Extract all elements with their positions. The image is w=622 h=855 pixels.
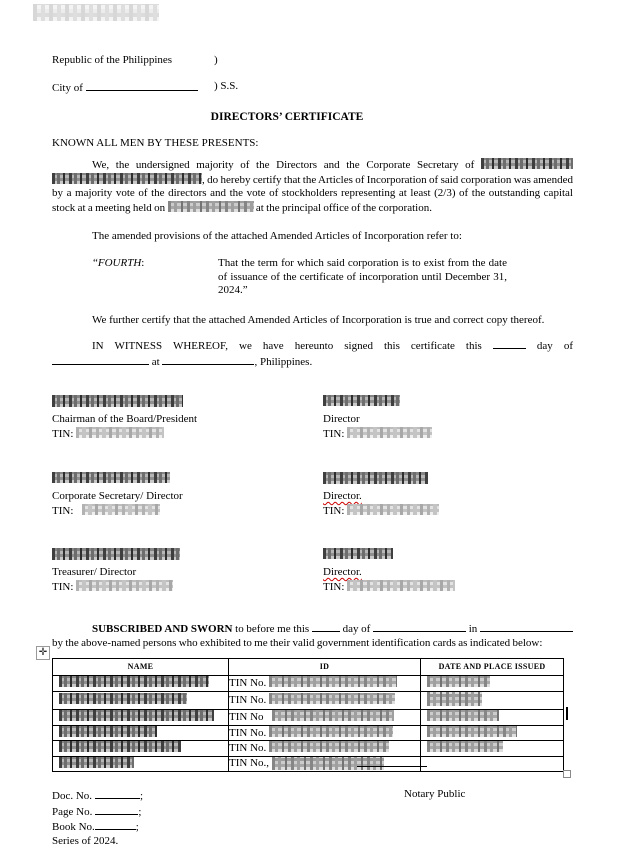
paren-mark: ): [214, 54, 218, 66]
witness-clause: [52, 338, 573, 369]
column-header-name: NAME: [53, 659, 229, 676]
date-redaction: [427, 741, 503, 752]
amended-provisions-intro: The amended provisions of the attached Amended Articles of Incorporation refer to:: [92, 230, 462, 242]
signature-block-3: [52, 472, 183, 518]
sworn-text-2: day of: [342, 623, 371, 635]
certify-text-3: at the principal office of the corporation.: [255, 201, 432, 214]
witness-text-4: , Philippines.: [254, 355, 313, 368]
signature-block-1: [52, 395, 197, 441]
signatory-title: Chairman of the Board/President: [52, 413, 198, 425]
sworn-text-3: in: [468, 623, 478, 635]
id-prefix: TIN No.,: [229, 757, 270, 769]
date-redaction: [427, 676, 490, 687]
city-blank: [86, 80, 198, 91]
salutation: KNOWN ALL MEN BY THESE PRESENTS:: [52, 137, 259, 149]
document-title: DIRECTORS’ CERTIFICATE: [210, 111, 364, 123]
tin-label: TIN:: [323, 427, 345, 440]
signatory-title-misspelled: Director.: [323, 566, 362, 578]
id-prefix: TIN No.: [229, 677, 267, 689]
signature-block-2: [323, 395, 432, 441]
republic-line: [52, 54, 372, 68]
cell-blank-line: [357, 766, 427, 767]
table-row: [53, 741, 564, 757]
tin-redaction: [347, 504, 439, 515]
table-row: [53, 756, 564, 772]
doc-no-line: Doc. No. ;: [52, 790, 144, 802]
sworn-day-blank: [312, 621, 340, 632]
corporation-name-redaction-1: [481, 158, 573, 169]
table-resize-handle[interactable]: [563, 770, 571, 778]
date-redaction: [427, 692, 482, 706]
signatory-title: Director: [323, 413, 360, 425]
tin-label: TIN:: [323, 580, 345, 593]
witness-text-3: at: [151, 355, 160, 368]
date-redaction: [427, 726, 517, 737]
book-no-line: Book No. ;: [52, 821, 139, 833]
table-row: [53, 710, 564, 726]
signature-block-4: [323, 472, 439, 518]
certification-paragraph: [52, 158, 573, 215]
id-prefix: TIN No: [229, 711, 264, 723]
name-redaction: [59, 757, 134, 768]
id-number-redaction: [272, 757, 384, 770]
corporation-name-redaction-2: [52, 173, 202, 184]
table-row: [53, 691, 564, 710]
table-move-icon: ✛: [38, 647, 48, 658]
text-cursor: [566, 707, 568, 720]
meeting-date-redaction: [168, 201, 254, 212]
tin-label: TIN:: [52, 580, 74, 593]
signatory-title: Corporate Secretary/ Director: [52, 490, 183, 502]
id-number-redaction: [269, 676, 397, 687]
venue-block: [52, 54, 372, 95]
notarial-block: [52, 788, 143, 848]
fourth-label: “FOURTH:: [93, 257, 145, 269]
table-move-handle[interactable]: [36, 646, 50, 660]
witness-text-2: day of: [536, 340, 574, 352]
further-certification: We further certify that the attached Amended Articles of Incorporation is true and correct copy thereof.: [92, 314, 545, 326]
id-prefix: TIN No.: [229, 694, 267, 706]
series-line: Series of 2024.: [52, 834, 119, 847]
fourth-text: That the term for which said corporation is to exist from the date of issuance of the certificate of incorporation until December 31, 2024.”: [218, 257, 507, 296]
table-row: [53, 725, 564, 741]
sworn-text-4: by the above-named persons who exhibited to me their valid government identification cards as indicated below:: [52, 636, 543, 649]
name-redaction: [59, 726, 157, 737]
name-redaction: [59, 676, 209, 687]
signatory-name-redaction: [323, 548, 393, 559]
id-prefix: TIN No.: [229, 742, 267, 754]
id-number-redaction: [269, 741, 389, 752]
id-number-redaction: [272, 710, 394, 721]
signature-block-6: [323, 548, 455, 594]
notary-public-label: Notary Public: [404, 788, 466, 800]
signatory-name-redaction: [52, 395, 183, 407]
id-prefix: TIN No.: [229, 726, 267, 739]
signatory-title: Treasurer/ Director: [52, 566, 137, 578]
sworn-clause: [52, 621, 573, 650]
republic-label: Republic of the Philippines: [52, 54, 173, 66]
ss-label: ) S.S.: [214, 79, 239, 92]
sworn-text-1: to before me this: [235, 623, 310, 635]
fourth-clause: [93, 257, 508, 298]
tin-redaction: [347, 427, 432, 438]
signatory-title-misspelled: Director.: [323, 490, 362, 502]
table-header-row: [53, 659, 564, 676]
tin-redaction: [76, 427, 164, 438]
date-redaction: [427, 710, 499, 721]
id-number-redaction: [269, 693, 395, 704]
sworn-place-blank: [480, 621, 573, 632]
tin-redaction: [347, 580, 455, 591]
signatory-name-redaction: [323, 395, 400, 406]
id-table: [52, 658, 564, 772]
tin-redaction: [76, 580, 173, 591]
certify-text-2: , do hereby certify that the Articles of Incorporation of said corporation was amended by a majority vote of the directors and the vote of stockholders representing at least (2/3) of the outstanding capital stock at a meeting held on: [52, 173, 573, 214]
name-redaction: [59, 693, 187, 704]
signatory-name-redaction: [52, 472, 170, 483]
certify-text-1: We, the undersigned majority of the Directors and the Corporate Secretary of: [92, 159, 475, 171]
witness-date-blank: [52, 354, 149, 365]
city-label: City of: [52, 81, 83, 94]
sworn-bold: SUBSCRIBED AND SWORN: [92, 623, 233, 635]
name-redaction: [59, 741, 181, 752]
doc-no-blank: [95, 788, 140, 799]
tin-label: TIN:: [52, 427, 74, 440]
city-line: [52, 80, 372, 96]
page-no-blank: [95, 804, 138, 815]
tin-label: TIN:: [52, 504, 74, 517]
page-no-line: Page No. ;: [52, 805, 142, 818]
witness-text-1: IN WITNESS WHEREOF, we have hereunto signed this certificate this: [92, 340, 482, 352]
book-no-blank: [95, 819, 136, 830]
signatory-name-redaction: [52, 548, 180, 560]
witness-place-blank: [162, 354, 254, 365]
signature-block-5: [52, 548, 180, 594]
tin-label: TIN:: [323, 504, 345, 517]
witness-day-blank: [493, 338, 526, 349]
column-header-id: ID: [229, 659, 421, 676]
header-redaction: [33, 4, 159, 21]
column-header-date: DATE AND PLACE ISSUED: [421, 659, 564, 676]
table-row: [53, 676, 564, 692]
tin-redaction: [82, 504, 160, 515]
sworn-month-blank: [373, 621, 466, 632]
signatory-name-redaction: [323, 472, 428, 484]
id-number-redaction: [269, 726, 393, 737]
name-redaction: [59, 710, 214, 721]
